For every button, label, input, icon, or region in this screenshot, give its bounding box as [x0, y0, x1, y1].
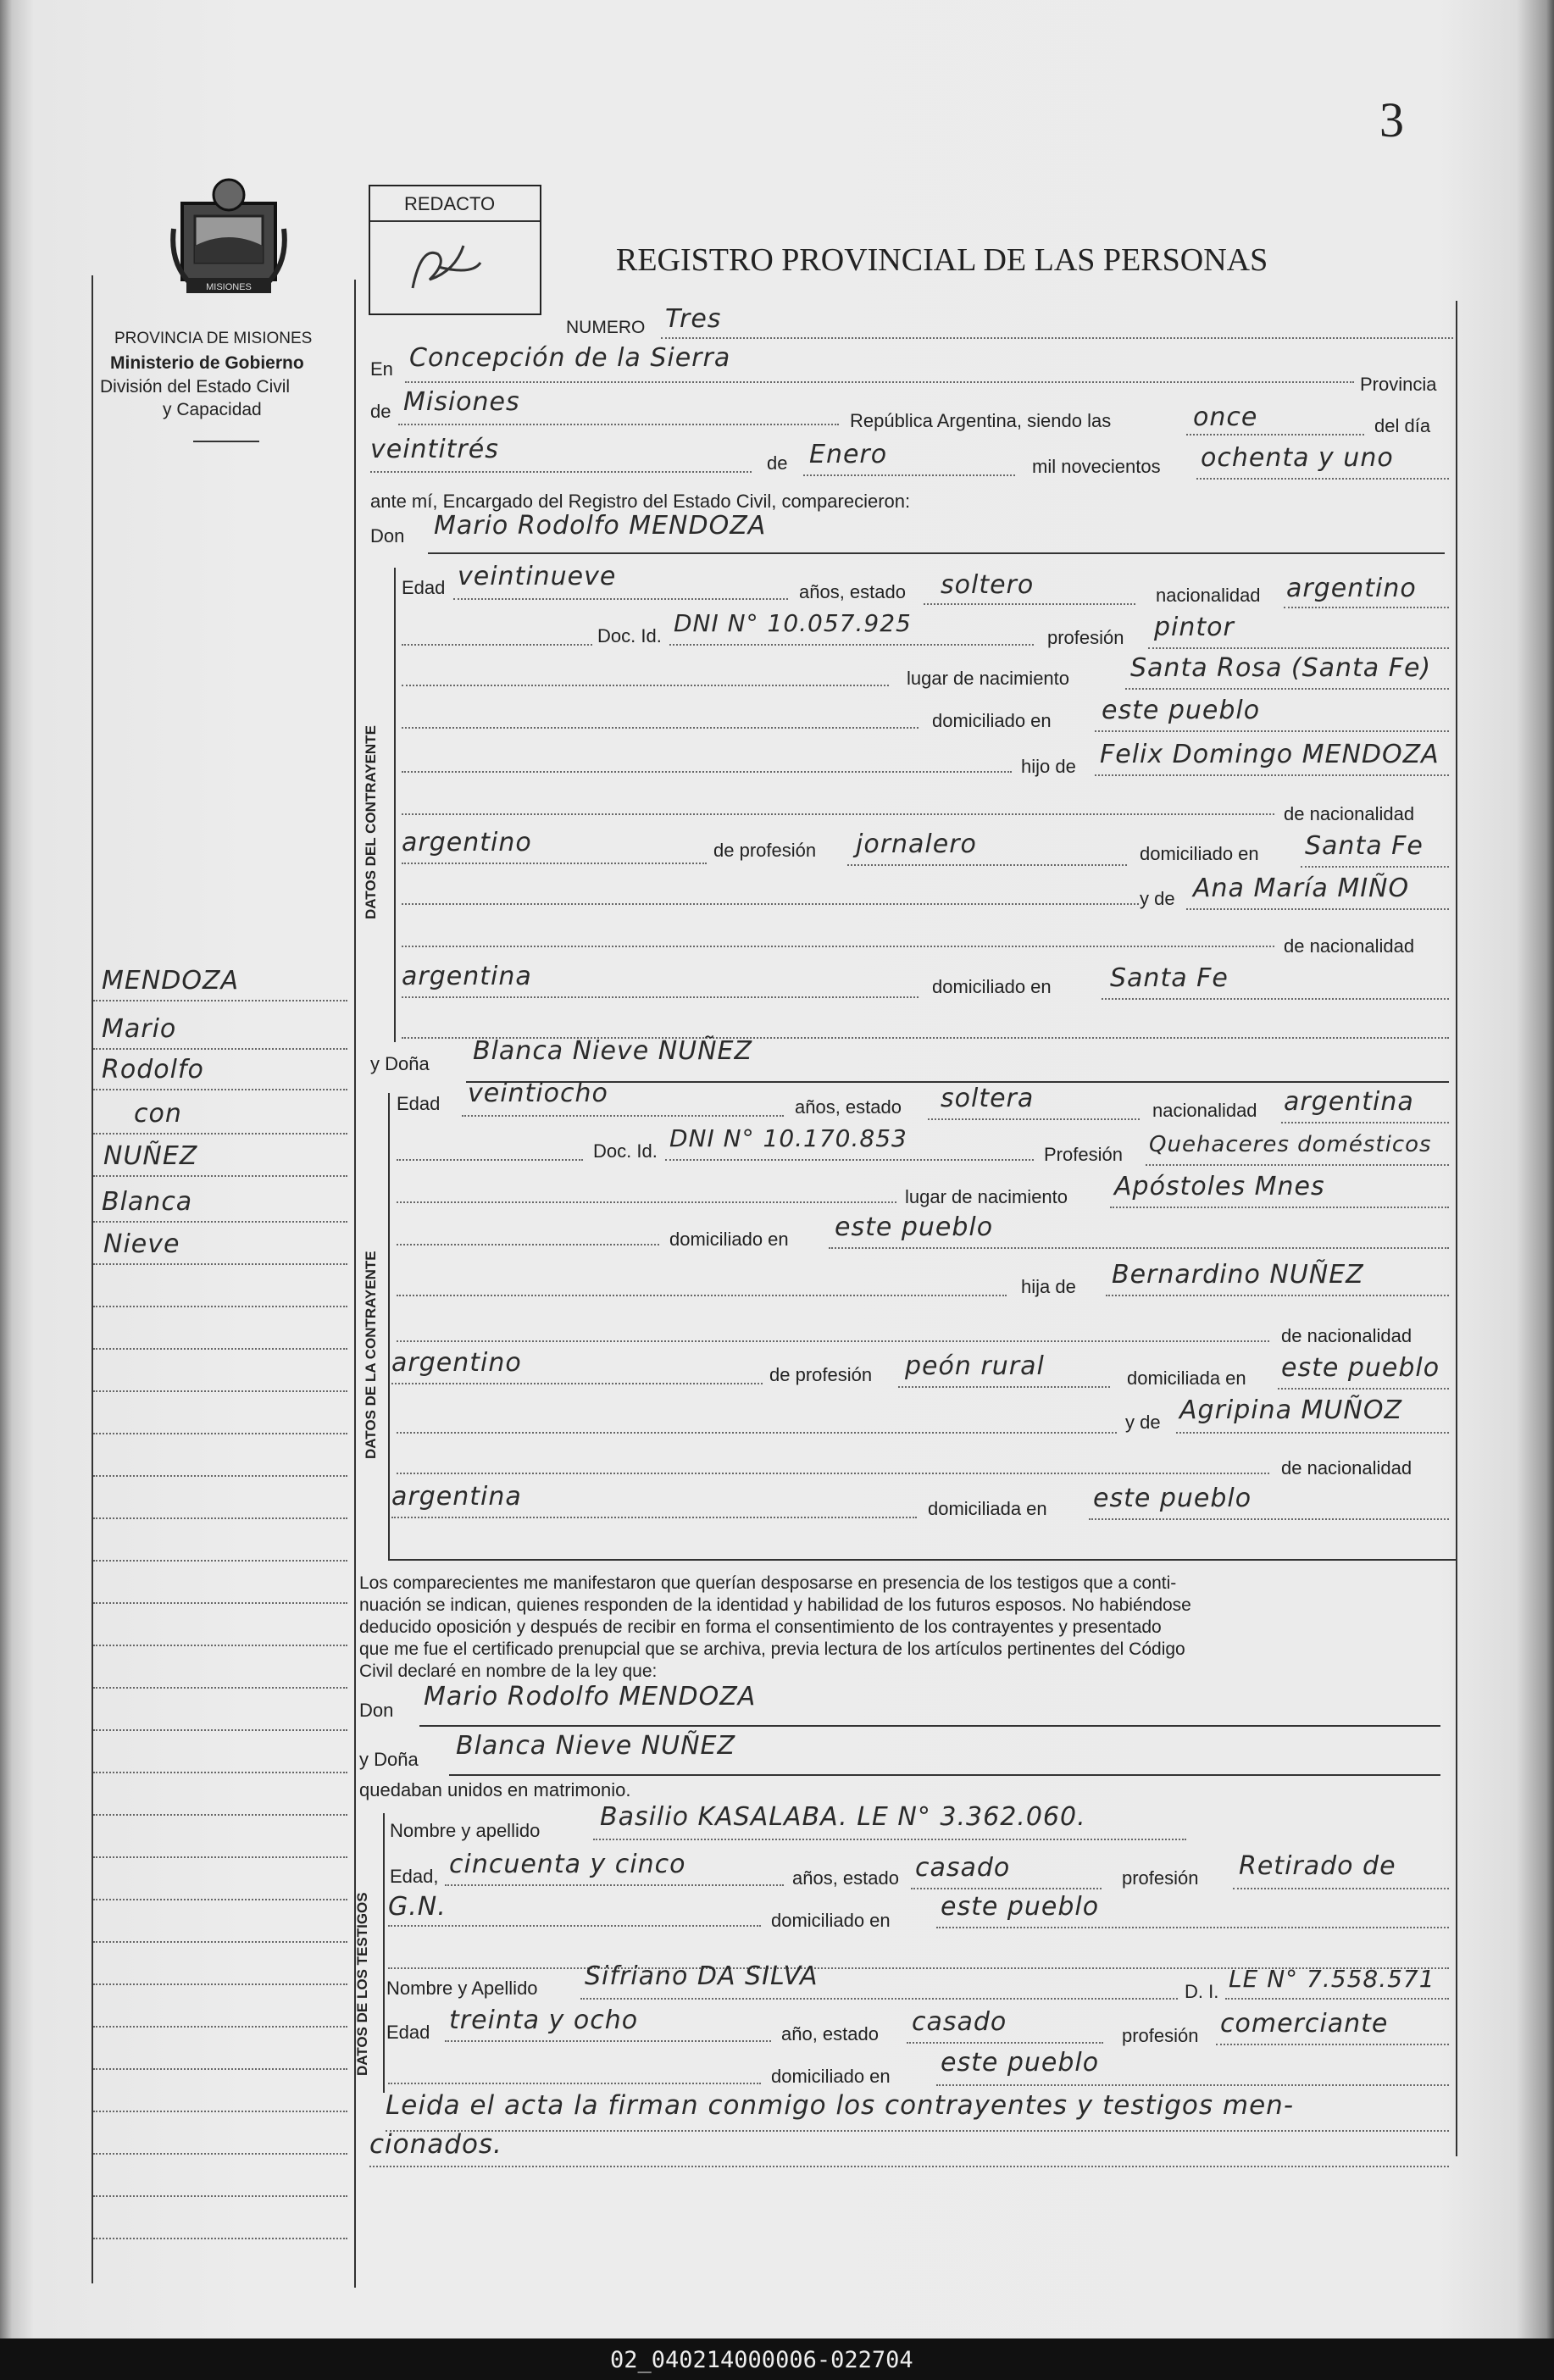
- f-nacionalidad-dots: [1281, 1122, 1449, 1123]
- c-doc-dots: [669, 644, 1034, 646]
- declaracion-line-5: Civil declaré en nombre de la ley que:: [359, 1662, 658, 1681]
- margin-blank-dots: [93, 1645, 347, 1646]
- testigos-cierre-1: Leida el acta la firman conmigo los contrayentes y testigos men-: [386, 2090, 1294, 2121]
- c-madre-value: Ana María MIÑO: [1193, 874, 1410, 903]
- c-de-profesion-label: de profesión: [713, 840, 817, 861]
- c-hijo-label: hijo de: [1021, 756, 1076, 777]
- c-edad-value: veintinueve: [458, 562, 617, 591]
- t2-nombre-dots: [580, 1998, 1178, 2000]
- margin-blank-dots: [93, 2026, 347, 2028]
- f-profesion-label: Profesión: [1044, 1144, 1123, 1165]
- margin-blank-dots: [93, 1348, 347, 1350]
- margin-dots-2: [93, 1048, 347, 1050]
- margin-blank-dots: [93, 1687, 347, 1689]
- header-rule: [193, 441, 259, 442]
- redacto-signature: [396, 229, 497, 305]
- f-edad-label: Edad: [397, 1093, 441, 1114]
- margin-name-3: Rodolfo: [102, 1055, 204, 1085]
- cierre-2-dots: [369, 2166, 1449, 2167]
- c-edad-dots: [453, 598, 788, 600]
- f-padre-profesion: peón rural: [905, 1351, 1045, 1381]
- t2-doc-dots: [1225, 1998, 1449, 2000]
- f-padre-profesion-dots: [898, 1386, 1110, 1388]
- c-de-nacionalidad2-label: de nacionalidad: [1284, 935, 1415, 957]
- numero-dots: [661, 337, 1453, 339]
- t1-nombre-label: Nombre y apellido: [390, 1820, 541, 1841]
- ante-label: ante mí, Encargado del Registro del Estado Civil, comparecieron:: [370, 491, 911, 512]
- c-madre-dom-value: Santa Fe: [1110, 963, 1229, 993]
- t1-profesion-value-a: Retirado de: [1239, 1851, 1396, 1881]
- c-doc-value: DNI N° 10.057.925: [674, 609, 912, 637]
- c-padre-nacionalidad-dots: [402, 863, 707, 864]
- c-profesion-value: pintor: [1154, 613, 1235, 642]
- t1-estado-value: casado: [915, 1853, 1011, 1883]
- f-de-profesion-label: de profesión: [769, 1364, 873, 1385]
- t1-profesion-value-b: G.N.: [388, 1892, 447, 1922]
- c-lugar-dots: [1125, 688, 1449, 690]
- page-number: 3: [1379, 92, 1404, 147]
- c-nac2-lead-dots: [402, 946, 1274, 947]
- testigos-section-label: DATOS DE LOS TESTIGOS: [354, 1892, 370, 2076]
- document-title: REGISTRO PROVINCIAL DE LAS PERSONAS: [616, 242, 1268, 278]
- c-estado-value: soltero: [941, 570, 1035, 600]
- redacto-divider: [370, 220, 540, 222]
- c-dom-value: este pueblo: [1102, 696, 1261, 725]
- f-y-de-label: y de: [1125, 1412, 1161, 1433]
- t2-estado-value: casado: [912, 2007, 1007, 2037]
- margin-blank-dots: [93, 2153, 347, 2155]
- declaracion-line-1: Los comparecientes me manifestaron que querían desposarse en presencia de los testigos que a conti-: [359, 1573, 1177, 1593]
- t2-edad-value: treinta y ocho: [449, 2006, 639, 2035]
- f-madre-nacionalidad-dots: [391, 1517, 917, 1518]
- f-nacionalidad-label: nacionalidad: [1152, 1100, 1257, 1121]
- t2-dom-value: este pueblo: [941, 2048, 1100, 2078]
- c-nacionalidad-label: nacionalidad: [1156, 585, 1261, 606]
- margin-blank-dots: [93, 1433, 347, 1434]
- f-de-nacionalidad2-label: de nacionalidad: [1281, 1457, 1412, 1478]
- f-profesion-value: Quehaceres domésticos: [1149, 1132, 1432, 1157]
- margin-blank-dots: [93, 1899, 347, 1900]
- footer-strip: [0, 2338, 1554, 2380]
- c-madre-nacionalidad-dots: [402, 996, 919, 998]
- c-madre-dom-label: domiciliado en: [932, 976, 1052, 997]
- c-hijo-lead-dots: [402, 771, 1012, 773]
- t2-dom-label: domiciliado en: [771, 2066, 891, 2087]
- decl-don-label: Don: [359, 1700, 394, 1721]
- margin-blank-dots: [93, 1390, 347, 1392]
- margin-blank-dots: [93, 2111, 347, 2112]
- provincia-label: Provincia: [1360, 374, 1437, 395]
- c-padre-value: Felix Domingo MENDOZA: [1100, 740, 1440, 769]
- margin-blank-dots: [93, 2195, 347, 2197]
- f-padre-nacionalidad: argentino: [391, 1348, 522, 1378]
- f-dom-dots: [829, 1247, 1449, 1249]
- c-estado-dots: [924, 603, 1135, 605]
- margin-blank-dots: [93, 1306, 347, 1307]
- c-nacionalidad-dots: [1284, 607, 1449, 608]
- t1-estado-label: años, estado: [792, 1867, 899, 1889]
- t1-dom-label: domiciliado en: [771, 1910, 891, 1931]
- del-dia-label: del día: [1374, 415, 1431, 436]
- f-dom-value: este pueblo: [835, 1212, 994, 1242]
- testigos-box-left: [383, 1813, 385, 2093]
- numero-value: Tres: [665, 304, 722, 334]
- margin-blank-dots: [93, 1602, 347, 1604]
- c-madre-lead-dots: [402, 903, 1139, 905]
- margin-name-6: Blanca: [102, 1187, 193, 1217]
- f-hija-label: hija de: [1021, 1276, 1076, 1297]
- t2-doc-label: D. I.: [1185, 1981, 1219, 2002]
- f-estado-label: años, estado: [795, 1096, 902, 1118]
- c-doc-label: Doc. Id.: [597, 625, 662, 646]
- t2-nombre-value: Sifriano DA SILVA: [585, 1961, 819, 1991]
- en-label: En: [370, 358, 393, 380]
- de-label: de: [370, 401, 391, 422]
- decl-cierre: quedaban unidos en matrimonio.: [359, 1779, 631, 1800]
- c-madre-dots: [1186, 908, 1449, 910]
- margin-blank-dots: [93, 2238, 347, 2239]
- c-de-nacionalidad-label: de nacionalidad: [1284, 803, 1415, 824]
- f-madre-nacionalidad: argentina: [391, 1482, 522, 1512]
- f-lugar-dots: [1110, 1207, 1449, 1208]
- f-lugar-label: lugar de nacimiento: [905, 1186, 1068, 1207]
- f-de-nacionalidad-label: de nacionalidad: [1281, 1325, 1412, 1346]
- declaracion-line-3: deducido oposición y después de recibir en forma el consentimiento de los contrayentes y presentado: [359, 1617, 1162, 1637]
- f-lugar-value: Apóstoles Mnes: [1114, 1172, 1325, 1201]
- c-lugar-label: lugar de nacimiento: [907, 668, 1070, 689]
- f-edad-dots: [462, 1115, 784, 1117]
- lugar-dots: [405, 381, 1354, 383]
- f-lugar-lead-dots: [397, 1201, 896, 1203]
- f-hija-lead-dots: [397, 1295, 1007, 1296]
- f-doc-lead-dots: [397, 1159, 583, 1161]
- declaracion-line-2: nuación se indican, quienes responden de la identidad y habilidad de los futuros esposos. No habiéndose: [359, 1595, 1191, 1615]
- f-edad-value: veintiocho: [468, 1079, 608, 1108]
- t2-dom-dots: [936, 2084, 1449, 2086]
- margin-dots-3: [93, 1089, 347, 1090]
- c-profesion-label: profesión: [1047, 627, 1124, 648]
- redacto-box: [369, 185, 541, 315]
- c-lugar-value: Santa Rosa (Santa Fe): [1130, 653, 1432, 683]
- decl-dona-nombre: Blanca Nieve NUÑEZ: [456, 1731, 736, 1761]
- t1-nombre-dots: [593, 1839, 1186, 1840]
- provincia-value: Misiones: [403, 387, 520, 417]
- c-padre-profesion-dots: [847, 864, 1127, 866]
- f-padre-dom-value: este pueblo: [1281, 1353, 1440, 1383]
- f-doc-label: Doc. Id.: [593, 1140, 658, 1162]
- de-mes-label: de: [767, 452, 788, 474]
- c-y-de-label: y de: [1140, 888, 1175, 909]
- contrayente-section-label: DATOS DEL CONTRAYENTE: [363, 725, 379, 919]
- f-padre-value: Bernardino NUÑEZ: [1112, 1260, 1364, 1290]
- contrayenta-nombre: Blanca Nieve NUÑEZ: [473, 1036, 753, 1066]
- don-label: Don: [370, 525, 405, 546]
- t1-dom-lead-dots: [388, 1925, 761, 1927]
- t1-profesion-dots: [1233, 1888, 1449, 1889]
- t2-edad-label: Edad: [386, 2022, 430, 2043]
- t2-profesion-value: comerciante: [1220, 2009, 1389, 2039]
- margin-blank-dots: [93, 1475, 347, 1477]
- t2-dom-lead-dots: [388, 2083, 761, 2084]
- dona-underline: [466, 1081, 1449, 1083]
- f-doc-value: DNI N° 10.170.853: [669, 1124, 907, 1152]
- t1-profesion-label: profesión: [1122, 1867, 1199, 1889]
- margin-blank-dots: [93, 1560, 347, 1562]
- t1-dom-dots: [936, 1927, 1449, 1928]
- decl-don-underline: [419, 1725, 1440, 1727]
- margin-blank-dots: [93, 1814, 347, 1816]
- hora-value: once: [1193, 402, 1258, 432]
- c-estado-label: años, estado: [799, 581, 906, 602]
- f-estado-value: soltera: [941, 1084, 1035, 1113]
- c-lugar-lead-dots: [402, 685, 889, 686]
- contrayenta-section-label: DATOS DE LA CONTRAYENTE: [363, 1251, 379, 1459]
- t2-estado-label: año, estado: [781, 2023, 879, 2044]
- dona-label: y Doña: [370, 1053, 430, 1074]
- dia-dots: [370, 471, 752, 473]
- margin-name-2: Mario: [102, 1014, 177, 1044]
- t2-edad-dots: [445, 2040, 771, 2042]
- margin-name-1: MENDOZA: [102, 966, 240, 996]
- f-madre-value: Agripina MUÑOZ: [1179, 1395, 1402, 1425]
- numero-label: NUMERO: [566, 318, 646, 337]
- f-padre-nacionalidad-dots: [391, 1383, 763, 1384]
- t2-profesion-label: profesión: [1122, 2025, 1199, 2046]
- f-padre-dom-dots: [1278, 1388, 1449, 1390]
- anio-value: ochenta y uno: [1201, 443, 1394, 473]
- c-madre-dom-dots: [1102, 998, 1449, 1000]
- t1-edad-dots: [445, 1884, 784, 1886]
- f-madre-dom-label: domiciliada en: [928, 1498, 1047, 1519]
- provincia-dots: [398, 424, 839, 425]
- c-padre-dots: [1095, 774, 1449, 776]
- contrayente-nombre: Mario Rodolfo MENDOZA: [434, 511, 767, 541]
- declaracion-line-4: que me fue el certificado prenupcial que se archiva, previa lectura de los artículos pertinentes del Código: [359, 1639, 1185, 1659]
- t2-profesion-dots: [1216, 2044, 1449, 2045]
- f-nac-lead-dots: [397, 1340, 1269, 1342]
- f-madre-dom-value: este pueblo: [1093, 1484, 1252, 1513]
- margin-dots-5: [93, 1175, 347, 1177]
- t2-doc-value: LE N° 7.558.571: [1229, 1965, 1435, 1993]
- c-padre-profesion: jornalero: [856, 829, 977, 859]
- don-underline: [428, 552, 1445, 554]
- f-madre-lead-dots: [397, 1432, 1117, 1434]
- f-dom-lead-dots: [397, 1244, 659, 1245]
- f-nacionalidad-value: argentina: [1284, 1087, 1414, 1117]
- c-padre-dom-label: domiciliado en: [1140, 843, 1259, 864]
- margin-blank-dots: [93, 1941, 347, 1943]
- c-nacionalidad-value: argentino: [1286, 574, 1417, 603]
- t1-edad-label: Edad,: [390, 1866, 439, 1887]
- c-nac-lead-dots: [402, 813, 1274, 815]
- decl-dona-underline: [449, 1774, 1440, 1776]
- decl-dona-label: y Doña: [359, 1749, 419, 1770]
- republica-label: República Argentina, siendo las: [850, 410, 1112, 431]
- division-label-2: y Capacidad: [163, 400, 262, 419]
- t1-dom-value: este pueblo: [941, 1892, 1100, 1922]
- margin-blank-dots: [93, 1983, 347, 1985]
- seal-label: MISIONES: [206, 282, 252, 292]
- footer-code: 02_040214000006-022704: [610, 2347, 913, 2373]
- mil-label: mil novecientos: [1032, 456, 1161, 477]
- hora-dots: [1186, 434, 1364, 436]
- division-label-1: División del Estado Civil: [100, 377, 291, 397]
- f-padre-dom-label: domiciliada en: [1127, 1368, 1246, 1389]
- cierre-1-dots: [386, 2130, 1449, 2132]
- c-dom-lead-dots: [402, 727, 919, 729]
- f-doc-dots: [665, 1159, 1034, 1161]
- province-label: PROVINCIA DE MISIONES: [114, 330, 313, 347]
- testigos-cierre-2: cionados.: [369, 2129, 502, 2160]
- t1-nombre-value: Basilio KASALABA. LE N° 3.362.060.: [600, 1802, 1086, 1832]
- margin-name-4: con: [134, 1099, 182, 1129]
- margin-dots-7: [93, 1263, 347, 1265]
- lugar-value: Concepción de la Sierra: [409, 343, 731, 373]
- t2-nombre-label: Nombre y Apellido: [386, 1978, 538, 1999]
- f-dom-label: domiciliado en: [669, 1229, 789, 1250]
- contrayenta-box-left: [388, 1093, 390, 1559]
- f-madre-dom-dots: [1089, 1518, 1449, 1520]
- t2-estado-dots: [907, 2042, 1103, 2044]
- contrayente-box-left: [394, 568, 396, 1042]
- redacto-label: REDACTO: [404, 193, 496, 214]
- margin-blank-dots: [93, 1517, 347, 1519]
- margin-name-7: Nieve: [103, 1229, 180, 1259]
- coat-of-arms-seal: [169, 178, 288, 305]
- margin-blank-dots: [93, 1729, 347, 1731]
- margin-blank-dots: [93, 1772, 347, 1773]
- f-profesion-dots: [1146, 1164, 1449, 1166]
- c-madre-nacionalidad: argentina: [402, 962, 532, 991]
- c-doc-lead-dots: [402, 644, 592, 646]
- f-padre-dots: [1106, 1295, 1449, 1296]
- c-edad-label: Edad: [402, 577, 446, 598]
- right-frame-rule: [1456, 301, 1457, 2156]
- c-profesion-dots: [1148, 647, 1449, 649]
- f-nac2-lead-dots: [397, 1473, 1269, 1474]
- f-madre-dots: [1176, 1432, 1449, 1434]
- mes-value: Enero: [809, 440, 888, 469]
- left-margin-rule: [92, 275, 93, 2283]
- c-padre-dom-dots: [1301, 866, 1449, 868]
- t1-estado-dots: [911, 1888, 1102, 1889]
- mes-dots: [803, 474, 1015, 476]
- margin-blank-dots: [93, 1856, 347, 1858]
- margin-dots-6: [93, 1221, 347, 1223]
- margin-name-5: NUÑEZ: [103, 1141, 198, 1171]
- c-dom-dots: [1095, 730, 1449, 732]
- margin-dots-1: [93, 1000, 347, 1001]
- t1-edad-value: cincuenta y cinco: [449, 1850, 686, 1879]
- contrayenta-box-bottom: [388, 1559, 1457, 1561]
- margin-dots-4: [93, 1133, 347, 1135]
- ministry-label: Ministerio de Gobierno: [110, 353, 304, 373]
- f-estado-dots: [928, 1118, 1140, 1120]
- c-dom-label: domiciliado en: [932, 710, 1052, 731]
- margin-blank-dots: [93, 2068, 347, 2070]
- decl-don-nombre: Mario Rodolfo MENDOZA: [424, 1682, 757, 1711]
- anio-dots: [1196, 478, 1449, 480]
- c-padre-dom-value: Santa Fe: [1305, 831, 1424, 861]
- dia-value: veintitrés: [370, 435, 499, 464]
- c-padre-nacionalidad: argentino: [402, 828, 532, 857]
